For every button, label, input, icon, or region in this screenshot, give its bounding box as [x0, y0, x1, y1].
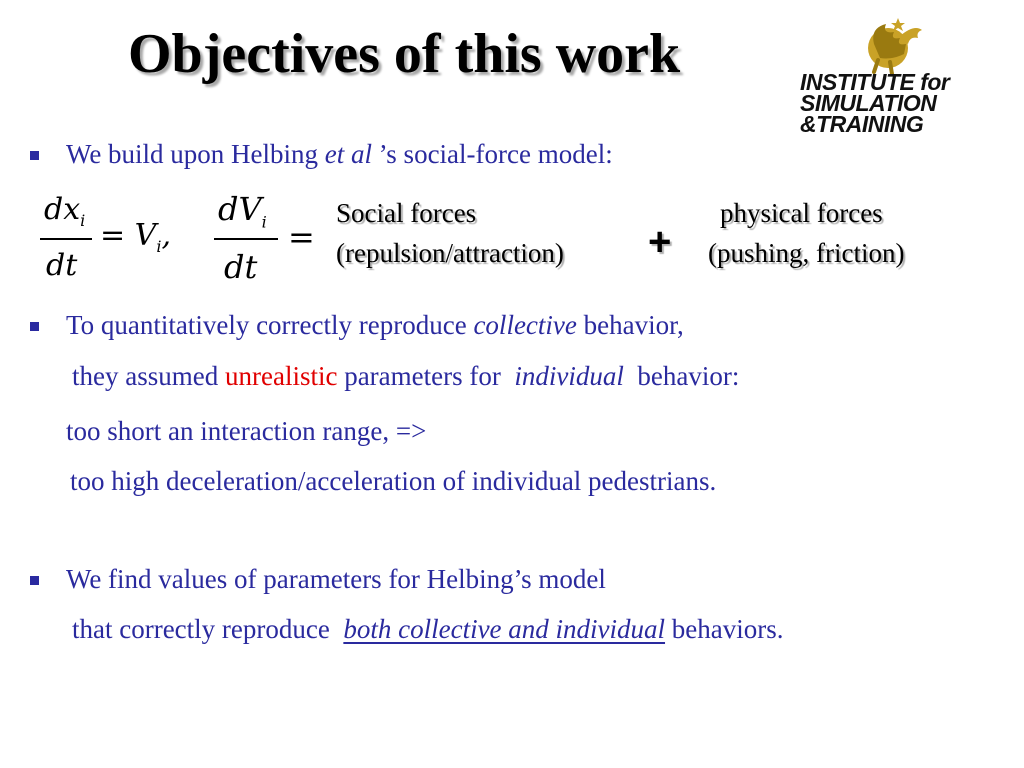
unrealistic-highlight: unrealistic — [224, 361, 338, 391]
institute-logo — [800, 14, 1015, 144]
eq2-numerator: $dV_i$ — [218, 190, 267, 232]
eq1-denominator: dt — [46, 248, 78, 283]
eq2-fraction-bar — [214, 238, 278, 240]
equation-velocity — [212, 188, 332, 288]
logo-line-3: &TRAINING — [800, 111, 924, 137]
social-forces-line-2: (repulsion/attraction) — [336, 238, 564, 268]
pegasus-icon — [860, 14, 930, 76]
both-collective-individual: both collective and individual — [343, 614, 666, 644]
logo-line-1: INSTITUTE for — [800, 69, 950, 95]
bullet-marker-3 — [30, 576, 39, 585]
bullet-2-line-4: too high deceleration/acceleration of individual pedestrians. — [70, 466, 717, 496]
logo-line-2: SIMULATION — [800, 90, 937, 116]
bullet-marker-1 — [30, 151, 39, 160]
plus-sign: + — [648, 220, 672, 264]
bullet-2-line-2: they assumed unrealistic parameters for individual behavior: — [72, 361, 740, 391]
page-title: Objectives of this work — [128, 23, 681, 85]
eq1-numerator: $dx_i$ — [44, 192, 86, 230]
bullet-3-line-1: We find values of parameters for Helbing’s model — [66, 564, 606, 594]
eq1-fraction-bar — [40, 238, 92, 240]
bullet-1-text: We build upon Helbing et al ’s social-force model: — [66, 139, 613, 169]
eq2-equals: = — [288, 218, 315, 256]
bullet-2-line-3: too short an interaction range, => — [66, 416, 427, 446]
bullet-3-line-2: that correctly reproduce both collective and individual behaviors. — [72, 614, 784, 644]
eq2-denominator: dt — [224, 248, 258, 286]
social-forces-line-1: Social forces — [336, 198, 477, 228]
equation-position — [38, 190, 188, 290]
bullet-marker-2 — [30, 322, 39, 331]
physical-forces-line-1: physical forces — [720, 198, 883, 228]
eq1-rhs: = $V_i$, — [100, 218, 172, 256]
bullet-2-line-1: To quantitatively correctly reproduce collective behavior, — [66, 310, 684, 340]
physical-forces-line-2: (pushing, friction) — [708, 238, 905, 268]
